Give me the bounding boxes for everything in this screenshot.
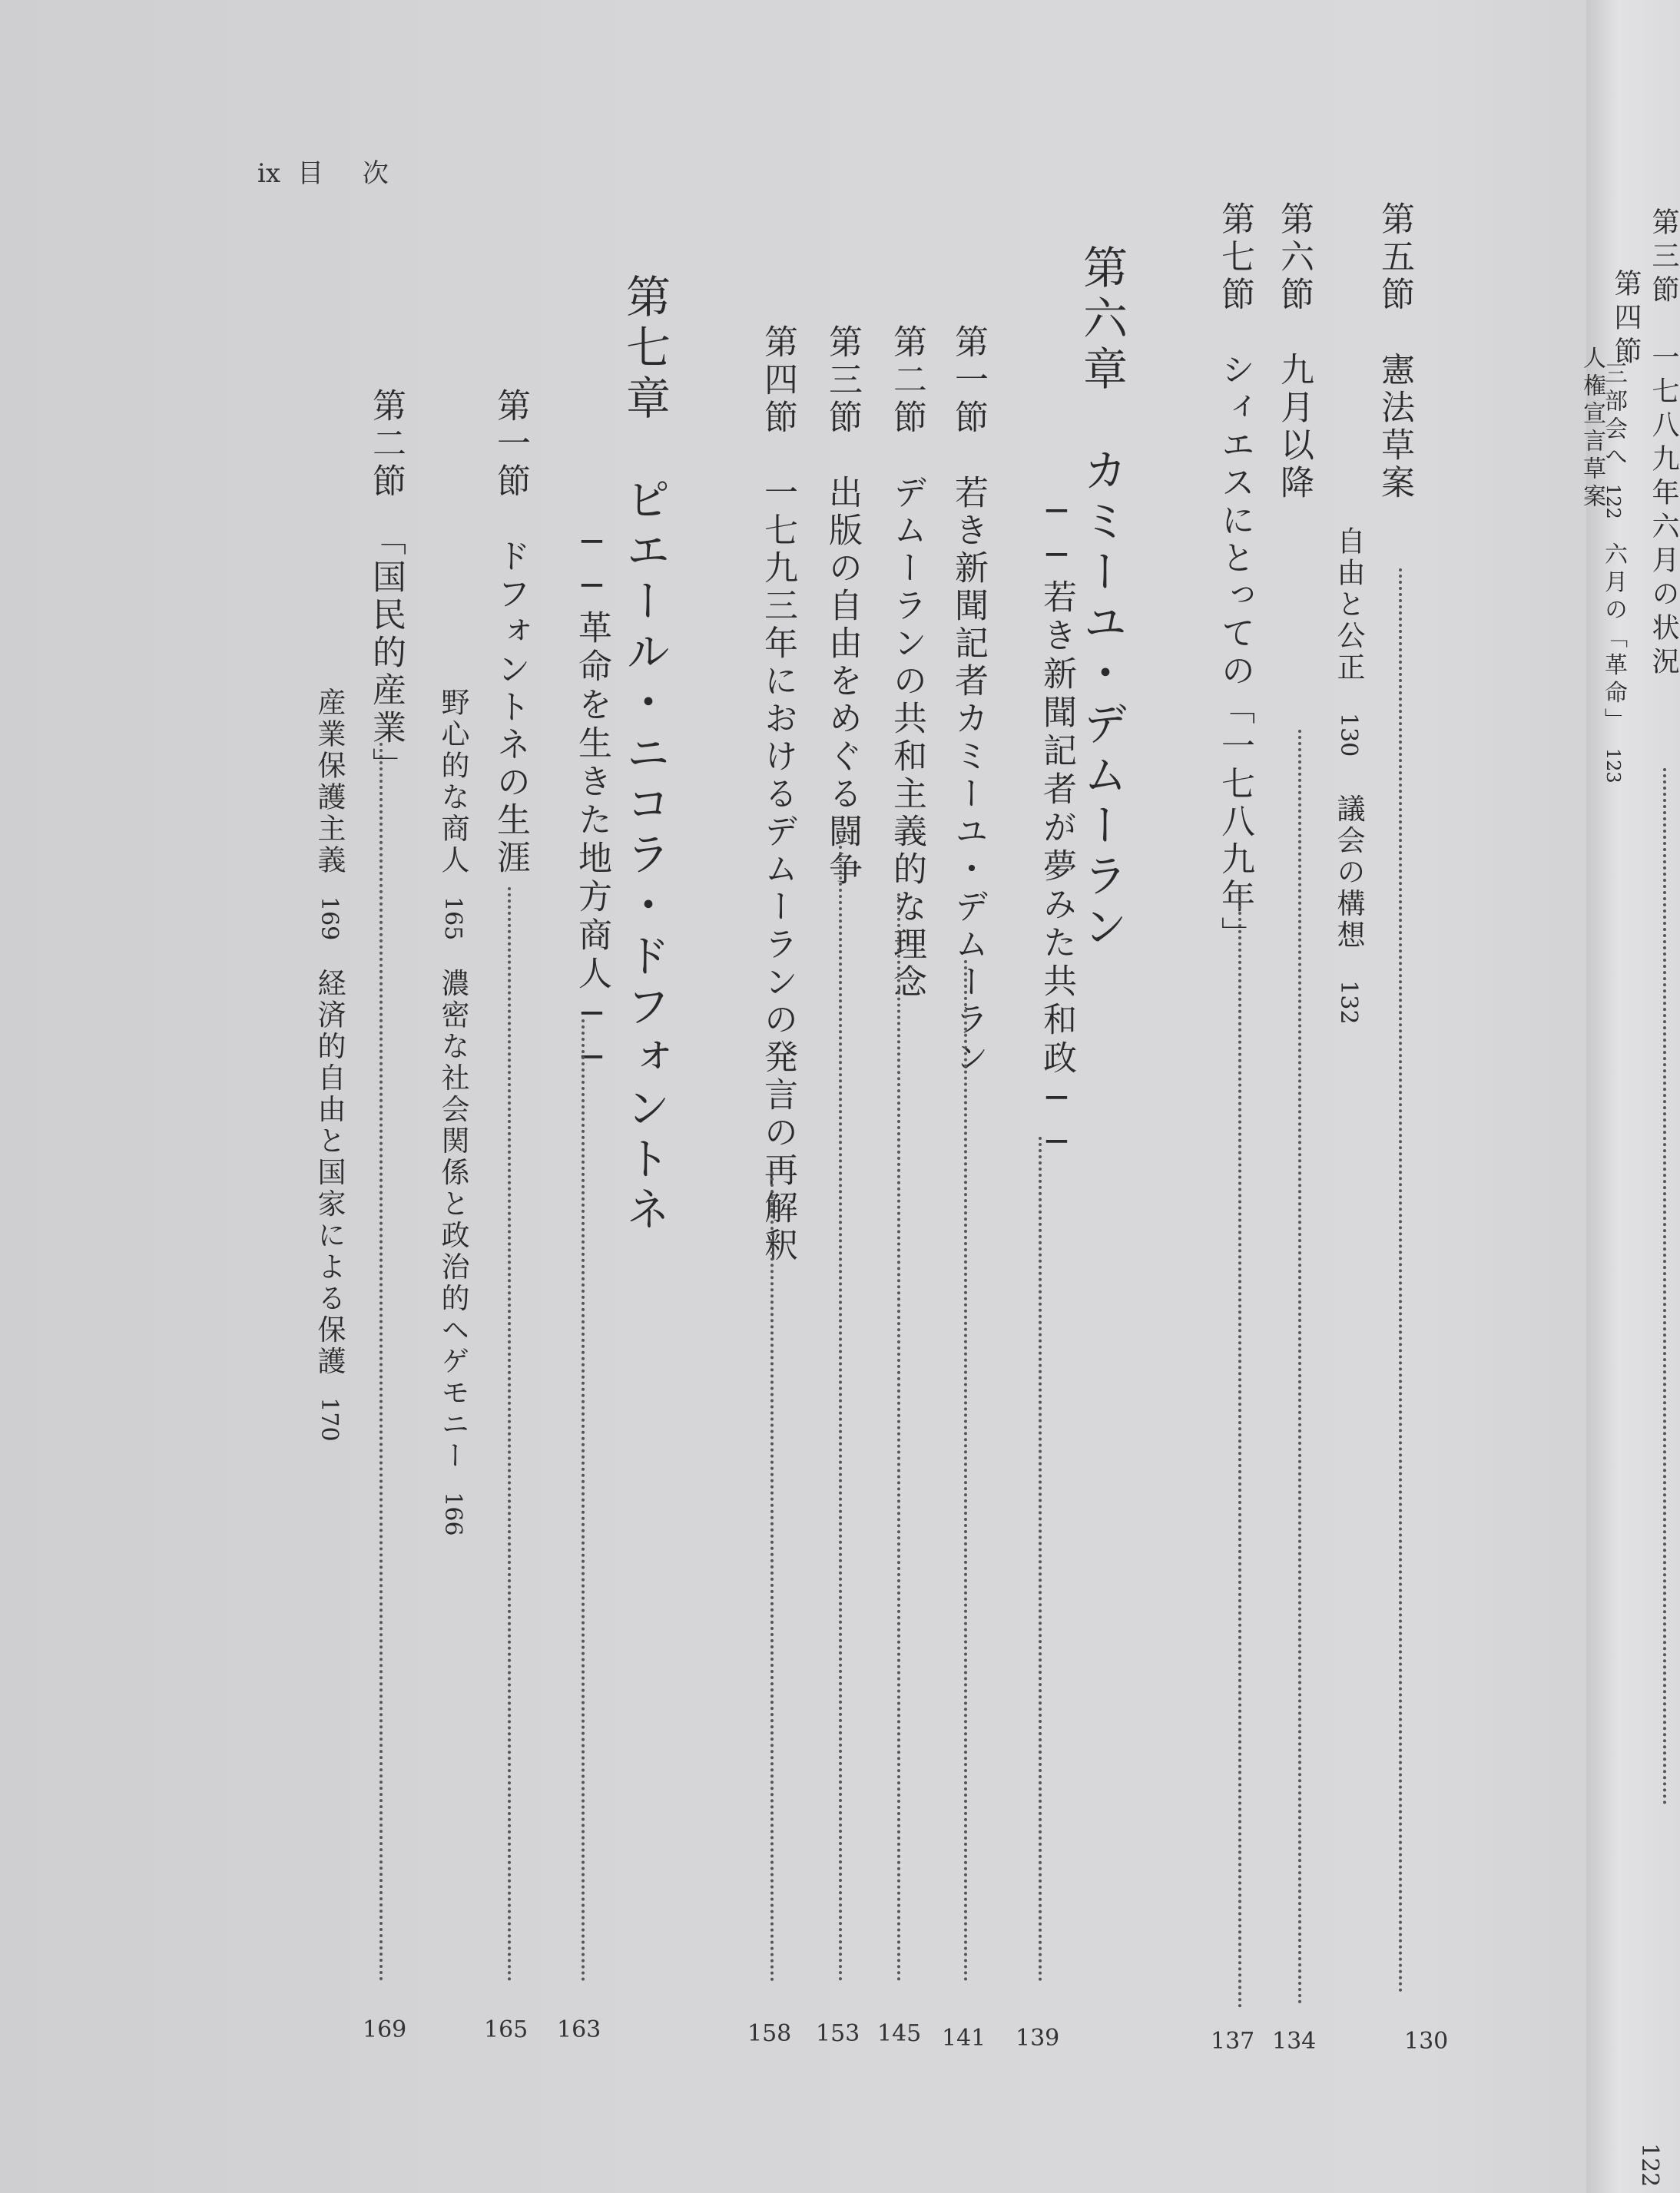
sub-entry-title: 濃密な社会関係と政治的ヘゲモニー bbox=[436, 968, 469, 1472]
toc-entry: 第二節 「国民的産業」 bbox=[366, 388, 406, 785]
chapter-6-subtitle: ──若き新聞記者が夢みた共和政── bbox=[1037, 492, 1076, 1166]
facing-page-entry: 第四節 bbox=[1610, 269, 1642, 370]
leader-dots bbox=[1663, 768, 1666, 1805]
leader-dots bbox=[964, 960, 967, 1982]
toc-entry-sec5: 第五節 憲法草案 bbox=[1375, 201, 1414, 502]
page-number: 137 bbox=[1211, 2028, 1255, 2055]
sub-entry-page: 130 bbox=[1335, 713, 1362, 757]
chapter-7-subtitle: ──革命を生きた地方商人── bbox=[572, 522, 611, 1082]
leader-dots bbox=[1298, 730, 1301, 2005]
sub-entry-page: 166 bbox=[439, 1492, 466, 1536]
page-number: 141 bbox=[942, 2025, 986, 2052]
toc-sub-entry bbox=[313, 687, 346, 1442]
leader-dots bbox=[1238, 887, 1241, 2009]
facing-sub-page: 123 bbox=[1602, 747, 1624, 783]
sub-entry-title: 自由と公正 bbox=[1332, 526, 1365, 684]
toc-entry: 第二節 デムーランの共和主義的な理念 bbox=[887, 324, 926, 1002]
facing-sub-page: 122 bbox=[1602, 484, 1624, 519]
toc-entry-sec7: 第七節 シィエスにとっての「一七八九年」 bbox=[1215, 201, 1254, 954]
leader-dots bbox=[379, 743, 383, 1982]
leader-dots bbox=[897, 893, 900, 1982]
toc-entry-sec6: 第六節 九月以降 bbox=[1274, 201, 1314, 502]
sub-entry-title: 議会の構想 bbox=[1332, 793, 1365, 952]
header-title: 目 次 bbox=[297, 158, 404, 189]
running-header bbox=[257, 152, 404, 190]
page-number: 130 bbox=[1404, 2028, 1449, 2055]
sub-entry-page: 170 bbox=[316, 1397, 343, 1442]
sub-entry-page: 165 bbox=[439, 896, 466, 941]
page-number: 165 bbox=[484, 2016, 529, 2043]
page-number: 153 bbox=[816, 2020, 860, 2047]
header-page-number: ix bbox=[257, 158, 281, 189]
leader-dots bbox=[582, 1019, 585, 1982]
leader-dots bbox=[1039, 1137, 1042, 1982]
leader-dots bbox=[508, 887, 511, 1982]
toc-entry: 第一節 若き新聞記者カミーユ・デムーラン bbox=[949, 324, 988, 1077]
facing-page-entry: 第三節 一七八九年六月の状況 bbox=[1648, 207, 1679, 681]
facing-sub-entry: 六月の「革命」 bbox=[1600, 542, 1627, 736]
sub-entry-page: 169 bbox=[316, 896, 343, 941]
sub-entry-title: 産業保護主義 bbox=[313, 687, 346, 876]
page-number: 169 bbox=[363, 2016, 407, 2043]
page-number: 145 bbox=[877, 2020, 922, 2047]
toc-sub-entry bbox=[1334, 526, 1363, 1025]
leader-dots bbox=[1399, 568, 1402, 1993]
chapter-7-title: 第七章 ピエール・ニコラ・ドフォントネ bbox=[618, 273, 671, 1237]
sub-entry-title: 経済的自由と国家による保護 bbox=[313, 968, 346, 1378]
facing-page-sub bbox=[1602, 361, 1625, 783]
sub-entry-title: 野心的な商人 bbox=[436, 687, 469, 876]
leader-dots bbox=[770, 1171, 774, 1982]
page-number: 158 bbox=[747, 2020, 792, 2047]
page-number: 163 bbox=[557, 2016, 601, 2043]
page-number: 139 bbox=[1016, 2025, 1060, 2052]
toc-entry: 第四節 一七九三年におけるデムーランの発言の再解釈 bbox=[758, 324, 797, 1265]
facing-sub-entry: 人権宣言草案 bbox=[1579, 346, 1605, 512]
toc-entry: 第三節 出版の自由をめぐる闘争 bbox=[823, 324, 862, 889]
facing-page-edge bbox=[1579, 0, 1680, 2193]
toc-entry: 第一節 ドフォントネの生涯 bbox=[491, 388, 530, 877]
chapter-6-title: 第六章 カミーユ・デムーラン bbox=[1075, 244, 1128, 954]
sub-entry-page: 132 bbox=[1335, 980, 1362, 1025]
facing-sub-entry: 三部会へ bbox=[1600, 361, 1627, 472]
toc-sub-entry bbox=[436, 687, 469, 1536]
leader-dots bbox=[839, 840, 842, 1982]
page-number: 134 bbox=[1272, 2028, 1317, 2055]
facing-page-number: 122 bbox=[1636, 2143, 1663, 2188]
